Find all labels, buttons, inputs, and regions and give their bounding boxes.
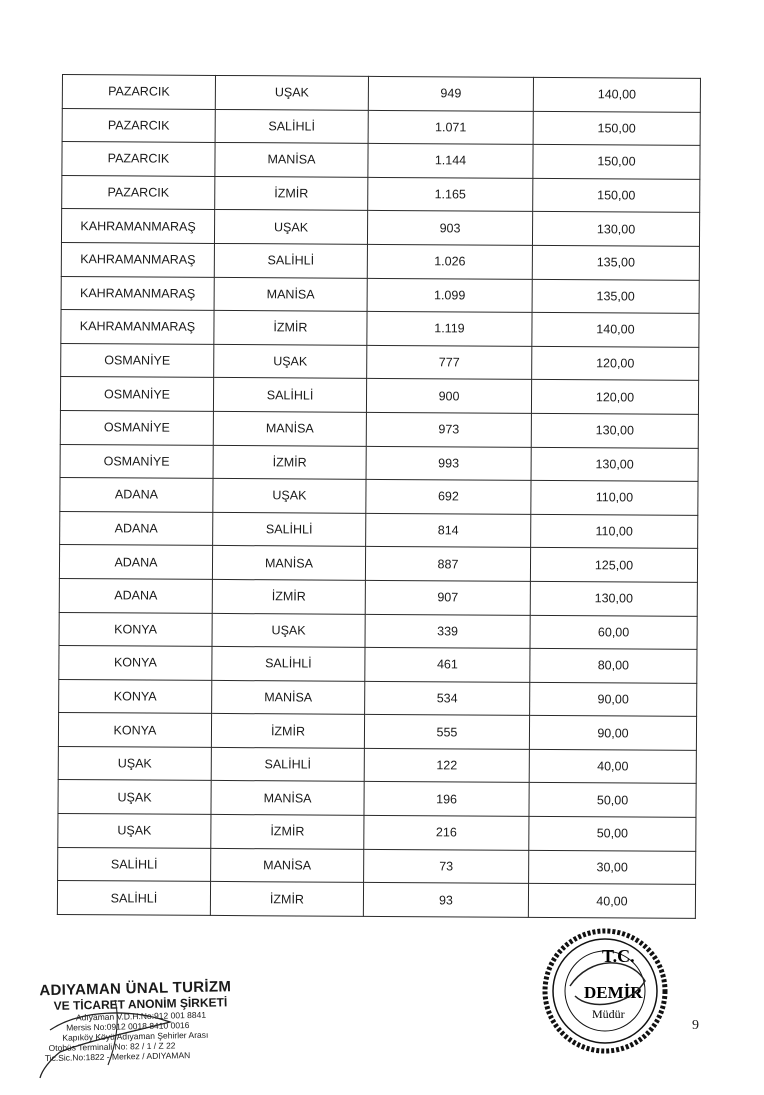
table-row <box>62 175 700 212</box>
price-cell: 50,00 <box>529 816 696 851</box>
origin-cell: KAHRAMANMARAŞ <box>61 209 214 244</box>
table-row <box>58 814 696 851</box>
origin-cell: KAHRAMANMARAŞ <box>61 242 214 277</box>
origin-cell: SALİHLİ <box>58 847 211 882</box>
origin-cell: UŞAK <box>58 746 211 781</box>
mersis-number: Mersis No:0912 0018 8410 0016 <box>66 1020 190 1033</box>
origin-cell: OSMANİYE <box>60 410 213 445</box>
distance-cell: 1.144 <box>368 144 533 179</box>
distance-cell: 973 <box>366 412 531 447</box>
price-cell: 130,00 <box>531 413 698 448</box>
origin-cell: ADANA <box>60 511 213 546</box>
price-cell: 135,00 <box>532 245 699 280</box>
price-cell: 120,00 <box>531 380 698 415</box>
destination-cell: SALİHLİ <box>211 747 364 782</box>
distance-cell: 196 <box>364 782 529 817</box>
distance-cell: 555 <box>364 715 529 750</box>
company-name: ADIYAMAN ÜNAL TURİZM <box>39 978 232 1000</box>
table-row <box>57 881 695 918</box>
price-cell: 150,00 <box>533 178 700 213</box>
official-seal <box>540 926 670 1056</box>
table-row <box>61 242 699 279</box>
destination-cell: MANİSA <box>215 143 368 178</box>
origin-cell: PAZARCIK <box>62 175 215 210</box>
distance-cell: 1.099 <box>367 278 532 313</box>
destination-cell: MANİSA <box>214 277 367 312</box>
distance-cell: 534 <box>365 681 530 716</box>
trade-registry: Tic.Sic.No:1822 - Merkez / ADIYAMAN <box>44 1050 191 1064</box>
price-cell: 90,00 <box>530 682 697 717</box>
table-row <box>60 410 698 447</box>
destination-cell: MANİSA <box>213 411 366 446</box>
price-cell: 150,00 <box>533 111 700 146</box>
origin-cell: PAZARCIK <box>62 75 215 110</box>
table-row <box>61 310 699 347</box>
destination-cell: MANİSA <box>212 680 365 715</box>
distance-cell: 1.026 <box>367 244 532 279</box>
price-cell: 110,00 <box>531 514 698 549</box>
distance-cell: 1.119 <box>367 312 532 347</box>
origin-cell: UŞAK <box>58 780 211 815</box>
table-row <box>60 511 698 548</box>
destination-cell: İZMİR <box>214 311 367 346</box>
distance-cell: 777 <box>367 345 532 380</box>
price-cell: 140,00 <box>533 77 700 112</box>
price-cell: 110,00 <box>531 480 698 515</box>
origin-cell: OSMANİYE <box>60 377 213 412</box>
company-address: Kapıköy Köyü Adıyaman Şehirler Arası <box>62 1029 209 1043</box>
origin-cell: OSMANİYE <box>60 444 213 479</box>
destination-cell: İZMİR <box>215 176 368 211</box>
origin-cell: PAZARCIK <box>62 142 215 177</box>
table-row <box>59 612 697 649</box>
destination-cell: UŞAK <box>214 344 367 379</box>
distance-cell: 93 <box>363 883 528 918</box>
table-row <box>58 746 696 783</box>
destination-cell: SALİHLİ <box>214 243 367 278</box>
seal-middle-text: DEMİR <box>584 983 643 1002</box>
origin-cell: KAHRAMANMARAŞ <box>61 310 214 345</box>
price-cell: 130,00 <box>530 581 697 616</box>
destination-cell: UŞAK <box>214 210 367 245</box>
destination-cell: MANİSA <box>211 848 364 883</box>
destination-cell: İZMİR <box>210 882 363 917</box>
destination-cell: SALİHLİ <box>215 109 368 144</box>
distance-cell: 692 <box>366 479 531 514</box>
table-row <box>60 444 698 481</box>
origin-cell: UŞAK <box>58 814 211 849</box>
origin-cell: KONYA <box>59 612 212 647</box>
price-table <box>57 74 701 919</box>
distance-cell: 1.165 <box>368 177 533 212</box>
table-row <box>59 578 697 615</box>
seal-top-text: T.C. <box>602 946 635 966</box>
price-cell: 50,00 <box>529 783 696 818</box>
distance-cell: 216 <box>364 815 529 850</box>
tax-number: Adıyaman V.D.H.No:912 001 8841 <box>75 1009 207 1023</box>
origin-cell: OSMANİYE <box>61 343 214 378</box>
distance-cell: 461 <box>365 647 530 682</box>
price-cell: 40,00 <box>529 749 696 784</box>
table-row <box>60 377 698 414</box>
distance-cell: 900 <box>366 379 531 414</box>
table-row <box>58 780 696 817</box>
origin-cell: SALİHLİ <box>57 881 210 916</box>
table-row <box>62 108 700 145</box>
table-row <box>61 343 699 380</box>
destination-cell: İZMİR <box>211 814 364 849</box>
price-cell: 130,00 <box>531 447 698 482</box>
destination-cell: SALİHLİ <box>213 512 366 547</box>
origin-cell: ADANA <box>60 478 213 513</box>
terminal-address: Otobüs Terminali No: 82 / 1 / Z 22 <box>48 1040 176 1054</box>
destination-cell: SALİHLİ <box>212 647 365 682</box>
destination-cell: İZMİR <box>211 714 364 749</box>
origin-cell: KONYA <box>58 713 211 748</box>
table-row <box>59 646 697 683</box>
destination-cell: İZMİR <box>213 445 366 480</box>
distance-cell: 887 <box>365 547 530 582</box>
price-cell: 60,00 <box>530 615 697 650</box>
distance-cell: 903 <box>367 211 532 246</box>
destination-cell: UŞAK <box>212 613 365 648</box>
price-cell: 30,00 <box>529 850 696 885</box>
table-row <box>58 713 696 750</box>
destination-cell: SALİHLİ <box>213 378 366 413</box>
price-cell: 40,00 <box>528 884 695 919</box>
table-row <box>61 276 699 313</box>
distance-cell: 814 <box>366 513 531 548</box>
price-cell: 130,00 <box>532 212 699 247</box>
signature-scribble <box>20 990 250 1080</box>
origin-cell: KONYA <box>59 646 212 681</box>
price-cell: 120,00 <box>532 346 699 381</box>
origin-cell: PAZARCIK <box>62 108 215 143</box>
table-row <box>61 209 699 246</box>
distance-cell: 339 <box>365 614 530 649</box>
company-type: VE TİCARET ANONİM ŞİRKETİ <box>53 995 228 1013</box>
table-row <box>59 679 697 716</box>
origin-cell: ADANA <box>59 545 212 580</box>
origin-cell: KONYA <box>59 679 212 714</box>
destination-cell: UŞAK <box>213 479 366 514</box>
destination-cell: MANİSA <box>211 781 364 816</box>
table-row <box>62 75 700 112</box>
price-cell: 135,00 <box>532 279 699 314</box>
seal-bottom-text: Müdür <box>592 1007 625 1021</box>
distance-cell: 993 <box>366 446 531 481</box>
table-row <box>60 478 698 515</box>
page-number: 9 <box>692 1018 699 1033</box>
destination-cell: İZMİR <box>212 579 365 614</box>
distance-cell: 1.071 <box>368 110 533 145</box>
price-cell: 90,00 <box>529 716 696 751</box>
table-row <box>59 545 697 582</box>
origin-cell: ADANA <box>59 578 212 613</box>
distance-cell: 122 <box>364 748 529 783</box>
destination-cell: UŞAK <box>215 75 368 110</box>
distance-cell: 907 <box>365 580 530 615</box>
table-row <box>58 847 696 884</box>
table-row <box>62 142 700 179</box>
price-cell: 125,00 <box>530 548 697 583</box>
distance-cell: 73 <box>364 849 529 884</box>
price-cell: 150,00 <box>533 145 700 180</box>
price-table-body <box>57 75 700 919</box>
distance-cell: 949 <box>368 76 533 111</box>
destination-cell: MANİSA <box>212 546 365 581</box>
price-cell: 140,00 <box>532 313 699 348</box>
price-cell: 80,00 <box>530 648 697 683</box>
origin-cell: KAHRAMANMARAŞ <box>61 276 214 311</box>
